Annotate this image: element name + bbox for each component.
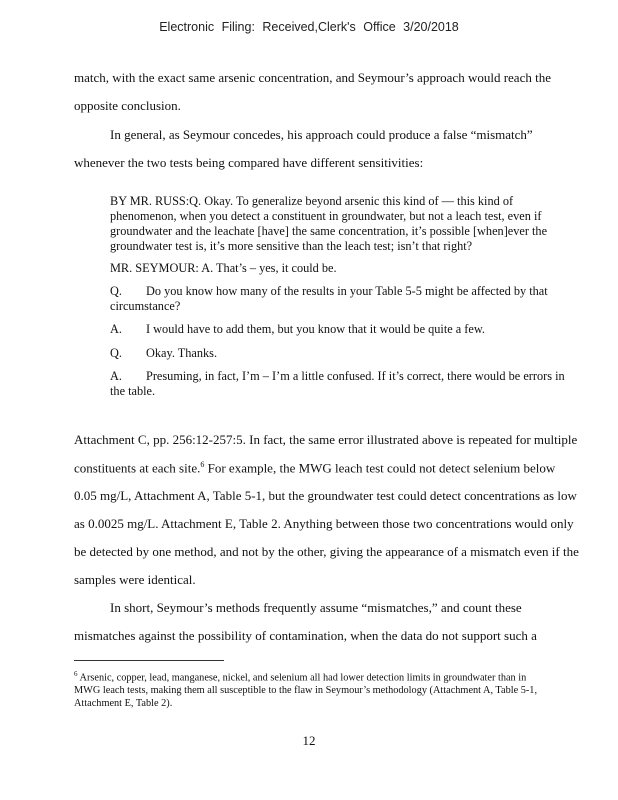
page-number: 12 xyxy=(302,733,316,748)
footnote-number: 6 xyxy=(74,670,78,678)
qa-text: I would have to add them, but you know that it would be quite a few. xyxy=(146,322,486,336)
body-line: samples were identical. xyxy=(74,572,196,587)
body-text: constituents at each site. xyxy=(74,460,201,476)
body-line: mismatches against the possibility of contamination, when the data do not support such a xyxy=(74,628,537,643)
qa-item xyxy=(110,284,580,314)
qa-label: A. xyxy=(110,369,122,383)
qa-label: Q. xyxy=(110,284,122,298)
body-line: opposite conclusion. xyxy=(74,98,181,113)
qa-item xyxy=(110,369,580,399)
testimony-quote: BY MR. RUSS:Q. Okay. To generalize beyond arsenic this kind of — this kind of phenomenon, when you detect a constituent in groundwater, but not a leach test, even if groundwater and the leachate [have] the same concentration, it’s possible [when]ever the groundwater test is, it’s more sensitive than the leach test; isn’t that right? xyxy=(110,194,548,253)
body-line xyxy=(74,460,555,476)
footnote xyxy=(74,668,554,710)
body-line: 0.05 mg/L, Attachment A, Table 5-1, but the groundwater test could detect concentrations as low xyxy=(74,488,577,503)
body-line: be detected by one method, and not by the other, giving the appearance of a mismatch even if the xyxy=(74,544,579,559)
body-line: match, with the exact same arsenic concentration, and Seymour’s approach would reach the xyxy=(74,70,551,85)
body-line: whenever the two tests being compared have different sensitivities: xyxy=(74,155,424,170)
qa-item xyxy=(110,322,580,337)
qa-text: Okay. Thanks. xyxy=(146,346,218,360)
qa-label: Q. xyxy=(110,346,122,360)
body-line: as 0.0025 mg/L. Attachment E, Table 2. Anything between those two concentrations would only xyxy=(74,516,574,531)
testimony-answer: MR. SEYMOUR: A. That’s – yes, it could be. xyxy=(110,261,337,275)
qa-label: A. xyxy=(110,322,122,336)
footnote-ref[interactable]: 6 xyxy=(200,460,205,469)
body-line: In short, Seymour’s methods frequently assume “mismatches,” and count these xyxy=(110,600,522,615)
qa-item xyxy=(110,346,580,361)
qa-text: Do you know how many of the results in your Table 5-5 might be affected by that circumstance? xyxy=(110,284,548,313)
footnote-text: Arsenic, copper, lead, manganese, nickel, and selenium all had lower detection limits in groundwater than in MWG leach tests, making them all susceptible to the flaw in Seymour’s methodology (Attachment A, Table 5-1, Attachment E, Table 2). xyxy=(74,672,538,710)
body-line: Attachment C, pp. 256:12-257:5. In fact, the same error illustrated above is repeated for multiple xyxy=(74,432,578,447)
body-line: In general, as Seymour concedes, his approach could produce a false “mismatch” xyxy=(110,127,533,142)
body-text: For example, the MWG leach test could not detect selenium below xyxy=(204,460,556,476)
footnote-divider xyxy=(74,660,224,661)
filing-header: Electronic Filing: Received,Clerk's Office 3/20/2018 xyxy=(159,20,459,34)
qa-text: Presuming, in fact, I’m – I’m a little confused. If it’s correct, there would be errors in the table. xyxy=(110,369,565,398)
